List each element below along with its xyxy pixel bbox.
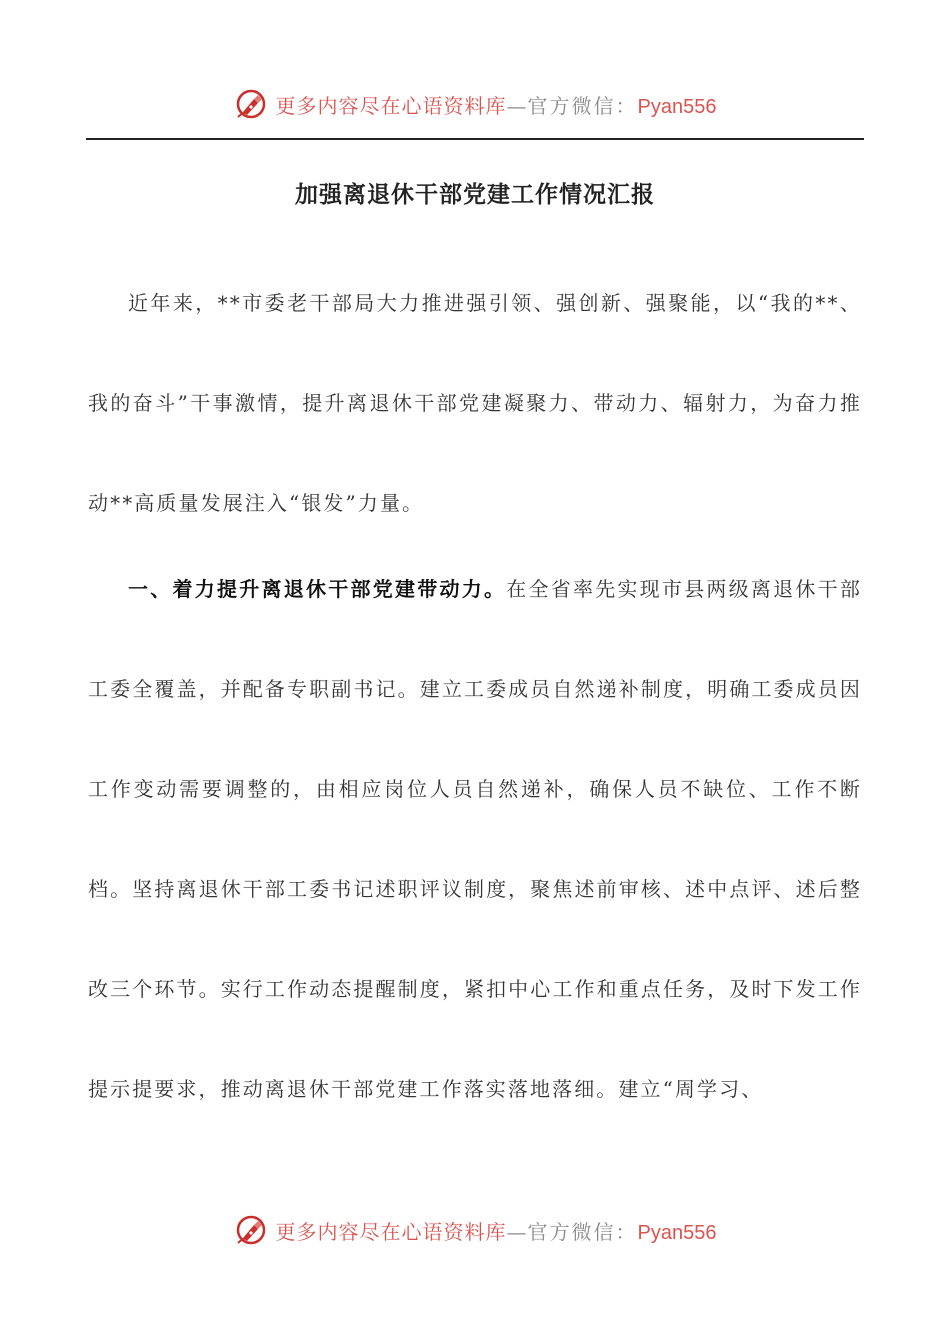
footer-wechat-label: 官方微信： — [527, 1219, 638, 1244]
intro-paragraph: 近年来，**市委老干部局大力推进强引领、强创新、强聚能，以“我的**、我的奋斗”干事激情，提升离退休干部党建凝聚力、带动力、辐射力，为奋力推动**高质量发展注入“银发”力量。 — [88, 291, 862, 515]
footer-wechat-handle: Pyan556 — [637, 1221, 717, 1244]
header-wechat-handle: Pyan556 — [637, 95, 717, 118]
section-1-body: 在全省率先实现市县两级离退休干部工委全覆盖，并配备专职副书记。建立工委成员自然递补制度，明确工委成员因工作变动需要调整的，由相应岗位人员自然递补，确保人员不缺位、工作不断档。坚持离退休干部工委书记述职评议制度，聚焦述前审核、述中点评、述后整改三个环节。实行工作动态提醒制度，紧扣中心工作和重点任务，及时下发工作提示提要求，推动离退休干部党建工作落实落地落细。建立“周学习、 — [88, 577, 862, 1101]
section-1-paragraph — [88, 539, 862, 1139]
header-wechat-label: 官方微信： — [527, 93, 638, 118]
header-banner-main: 更多内容尽在心语资料库 — [275, 93, 507, 118]
document-body — [88, 253, 862, 1139]
page-header-banner — [0, 84, 950, 124]
header-banner-dash: — — [506, 93, 528, 118]
page-footer-banner — [0, 1210, 950, 1250]
document-title: 加强离退休干部党建工作情况汇报 — [295, 181, 655, 208]
pen-nib-logo-icon — [234, 87, 268, 121]
pen-nib-logo-icon — [234, 1213, 268, 1247]
header-banner-text — [276, 90, 717, 119]
footer-banner-dash: — — [506, 1219, 528, 1244]
section-1-heading: 一、着力提升离退休干部党建带动力。 — [128, 577, 507, 601]
footer-banner-text — [276, 1216, 717, 1245]
footer-banner-main: 更多内容尽在心语资料库 — [275, 1219, 507, 1244]
header-divider — [86, 138, 864, 140]
